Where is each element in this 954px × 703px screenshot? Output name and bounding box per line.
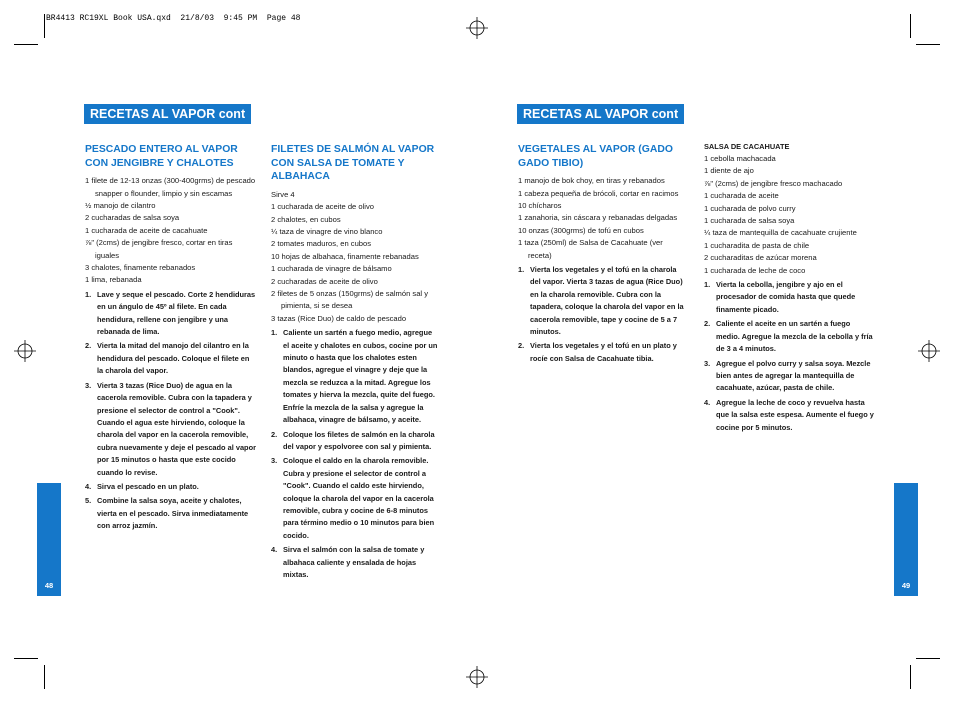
registration-mark-icon bbox=[466, 666, 488, 688]
ingredient-item: ⅞" (2cms) de jengibre fresco, cortar en tiras iguales bbox=[85, 238, 233, 260]
ingredient-item: 1 cucharada de aceite bbox=[704, 191, 779, 201]
ingredient-item: 1 cucharada de vinagre de bálsamo bbox=[271, 264, 392, 274]
section-header-right: RECETAS AL VAPOR cont bbox=[517, 104, 684, 124]
step-item: 3. Coloque el caldo en la charola removible. Cubra y presione el selector de control a "Cook". Cuando el caldo este hirviendo, coloque la charola del vapor en la cacerola removible, cubra y cocine de 6-8 minutos para término medio o 10 minutos para bien cocido. bbox=[271, 456, 435, 540]
ingredient-item: 1 lima, rebanada bbox=[85, 275, 142, 285]
ingredient-item: 1 cebolla machacada bbox=[704, 154, 776, 163]
recipe-column-1 bbox=[85, 143, 257, 535]
recipe-column-2 bbox=[271, 143, 439, 583]
recipe-title: VEGETALES AL VAPOR (GADO GADO TIBIO) bbox=[518, 144, 673, 169]
page-number: 49 bbox=[901, 581, 911, 590]
crop-mark bbox=[910, 14, 911, 38]
ingredient-item: 1 cucharada de salsa soya bbox=[704, 216, 795, 226]
registration-mark-icon bbox=[466, 17, 488, 39]
step-item: 1. Vierta los vegetales y el tofú en la charola del vapor. Vierta 3 tazas de agua (Rice Duo) en la charola removible. Cubra con la tapadera, coloque la charola del vapor en la cacerola removible, tape y cocine de 5 a 7 minutos. bbox=[518, 265, 684, 337]
section-header-left: RECETAS AL VAPOR cont bbox=[84, 104, 251, 124]
step-item: 2. Vierta la mitad del manojo del cilantro en la hendidura del pescado. Coloque el filete en la charola del vapor. bbox=[85, 341, 250, 376]
ingredient-item: 1 cucharadita de pasta de chile bbox=[704, 240, 810, 250]
ingredient-item: 10 hojas de albahaca, finamente rebanadas bbox=[271, 251, 419, 261]
ingredient-item: 1 cabeza pequeña de brócoli, cortar en racimos bbox=[518, 188, 679, 198]
ingredient-list bbox=[271, 189, 439, 325]
ingredient-item: 1 taza (250ml) de Salsa de Cacahuate (ver receta) bbox=[518, 238, 663, 260]
ingredient-item: 1 cucharada de leche de coco bbox=[704, 265, 806, 275]
ingredient-list bbox=[518, 175, 688, 262]
step-item: 4. Sirva el salmón con la salsa de tomate y albahaca caliente y ensalada de hojas mixtas. bbox=[271, 545, 425, 579]
registration-mark-icon bbox=[14, 340, 36, 362]
ingredient-item: 3 tazas (Rice Duo) de caldo de pescado bbox=[271, 313, 407, 323]
crop-mark bbox=[14, 658, 38, 659]
page-number-tab-right bbox=[894, 483, 918, 596]
step-item: 2. Coloque los filetes de salmón en la charola del vapor y espolvoree con sal y pimienta. bbox=[271, 429, 435, 451]
ingredient-item: 2 cucharaditas de azúcar morena bbox=[704, 253, 817, 263]
step-item: 1. Caliente un sartén a fuego medio, agregue el aceite y chalotes en cubos, cocine por un minuto o hasta que los chalotes esten blandos, agregue el vinagre y deje que la mezcla se reduzca a la mitad. Agregue los tomates y hierva la mezcla, quite del fuego. Enfríe la mezcla de la salsa y agregue la albahaca, vinagre de bálsamo, y aceite. bbox=[271, 328, 438, 425]
ingredient-item: 2 chalotes, en cubos bbox=[271, 214, 341, 224]
step-item: 4. Agregue la leche de coco y revuelva hasta que la salsa este espesa. Aumente el fuego y cocine por 5 minutos. bbox=[704, 397, 874, 432]
ingredient-item: 1 filete de 12-13 onzas (300-400grms) de pescado snapper o flounder, limpio y sin escamas bbox=[85, 176, 256, 198]
step-item: 5. Combine la salsa soya, aceite y chalotes, vierta en el pescado. Sirva inmediatamente con arroz jazmín. bbox=[85, 496, 249, 531]
recipe-title: PESCADO ENTERO AL VAPOR CON JENGIBRE Y CHALOTES bbox=[85, 144, 238, 169]
ingredient-item: 1 zanahoria, sin cáscara y rebanadas delgadas bbox=[518, 213, 678, 223]
ingredient-item: 10 onzas (300grms) de tofú en cubos bbox=[518, 225, 644, 235]
recipe-title: FILETES DE SALMÓN AL VAPOR CON SALSA DE TOMATE Y ALBAHACA bbox=[271, 144, 435, 183]
ingredient-item: 1 manojo de bok choy, en tiras y rebanados bbox=[518, 176, 665, 186]
recipe-column-4 bbox=[704, 141, 874, 436]
step-item: 1. Vierta la cebolla, jengibre y ajo en el procesador de comida hasta que quede finamente picado. bbox=[704, 280, 856, 314]
ingredient-item: 1 diente de ajo bbox=[704, 166, 754, 176]
ingredient-list bbox=[704, 153, 874, 277]
crop-mark bbox=[44, 14, 45, 38]
ingredient-item: ¼ taza de mantequilla de cacahuate crujiente bbox=[704, 228, 857, 238]
recipe-column-3 bbox=[518, 143, 688, 367]
crop-mark bbox=[916, 658, 940, 659]
ingredient-item: ¼ taza de vinagre de vino blanco bbox=[271, 227, 383, 236]
ingredient-item: 1 cucharada de polvo curry bbox=[704, 203, 796, 213]
ingredient-list bbox=[85, 175, 257, 287]
page-number-tab-left bbox=[37, 483, 61, 596]
step-list bbox=[704, 279, 874, 434]
step-list bbox=[85, 289, 257, 533]
ingredient-item: 10 chícharos bbox=[518, 201, 562, 210]
crop-mark bbox=[916, 44, 940, 45]
step-item: 2. Caliente el aceite en un sartén a fuego medio. Agregue la mezcla de la cebolla y fría de 3 a 4 minutos. bbox=[704, 319, 873, 354]
ingredient-item: ½ manojo de cilantro bbox=[85, 201, 156, 210]
page-number: 48 bbox=[44, 581, 54, 590]
ingredient-item: 1 cucharada de aceite de olivo bbox=[271, 202, 375, 212]
ingredient-item: 2 tomates maduros, en cubos bbox=[271, 239, 372, 249]
ingredient-item: 2 filetes de 5 onzas (150grms) de salmón sal y pimienta, si se desea bbox=[271, 289, 429, 311]
crop-mark bbox=[14, 44, 38, 45]
step-item: 1. Lave y seque el pescado. Corte 2 hendiduras en un ángulo de 45º al filete. En cada hendidura, rellene con jengibre y una rebanada de lima. bbox=[85, 289, 256, 337]
step-list bbox=[518, 264, 688, 365]
step-item: 3. Vierta 3 tazas (Rice Duo) de agua en la cacerola removible. Cubra con la tapadera y presione el selector de control a "Cook". Cuando el agua este hirviendo, coloque la charola del vapor en la cacerola removible, cubra nuevamente y deje el pescado al vapor por 15 minutos o hasta que este cocido cuando lo revise. bbox=[85, 380, 256, 477]
step-item: 2. Vierta los vegetales y el tofú en un plato y rocíe con Salsa de Cacahuate tibia. bbox=[518, 341, 677, 363]
step-item: 4. Sirva el pescado en un plato. bbox=[85, 481, 199, 491]
ingredient-item: 2 cucharadas de aceite de olivo bbox=[271, 276, 378, 286]
ingredient-item: 2 cucharadas de salsa soya bbox=[85, 213, 180, 223]
ingredient-item: ⅞" (2cms) de jengibre fresco machacado bbox=[704, 178, 843, 188]
step-list bbox=[271, 327, 439, 581]
crop-mark bbox=[910, 665, 911, 689]
recipe-title: SALSA DE CACAHUATE bbox=[704, 142, 790, 151]
ingredient-item: 3 chalotes, finamente rebanados bbox=[85, 263, 196, 273]
ingredient-item: Sirve 4 bbox=[271, 189, 295, 199]
crop-mark bbox=[44, 665, 45, 689]
ingredient-item: 1 cucharada de aceite de cacahuate bbox=[85, 225, 208, 235]
registration-mark-icon bbox=[918, 340, 940, 362]
print-slug: BR4413 RC19XL Book USA.qxd 21/8/03 9:45 PM Page 48 bbox=[46, 14, 301, 23]
step-item: 3. Agregue el polvo curry y salsa soya. Mezcle bien antes de agregar la mantequilla de cacahuate, azúcar, pasta de chile. bbox=[704, 358, 871, 393]
